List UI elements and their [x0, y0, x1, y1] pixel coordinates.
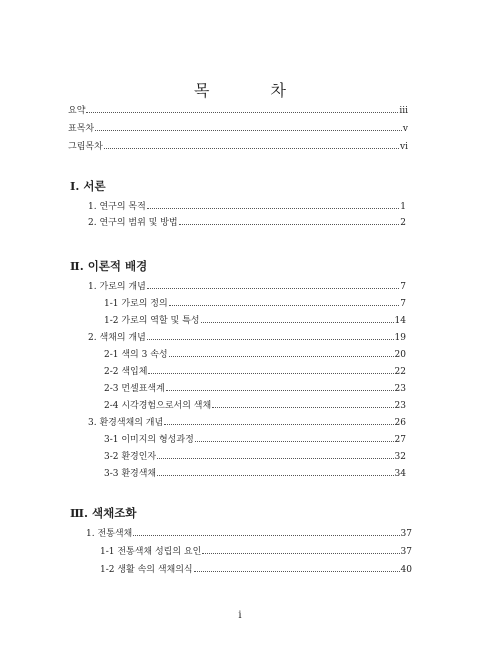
toc-entry-front-0[interactable] [68, 104, 408, 117]
toc-entry-page: 40 [400, 565, 412, 575]
leader-dots [201, 314, 394, 323]
toc-entry-front-1[interactable] [68, 122, 408, 135]
toc-entry-page: 1 [400, 202, 406, 212]
toc-entry-label: 3-2 환경인자 [104, 452, 157, 462]
toc-entry-label: 표목차 [68, 124, 95, 134]
leader-dots [166, 382, 394, 391]
toc-entry[interactable] [104, 382, 406, 395]
toc-entry-label: 1-2 가로의 역할 및 특성 [104, 316, 200, 326]
toc-entry-label: 1. 전통색채 [86, 529, 133, 539]
toc-entry[interactable] [104, 348, 406, 361]
toc-entry-page: 23 [394, 384, 406, 394]
leader-dots [194, 563, 400, 572]
toc-entry[interactable] [88, 416, 406, 429]
toc-entry[interactable] [104, 467, 406, 480]
toc-entry-page: 2 [400, 218, 406, 228]
toc-entry-label: 2-3 먼셀표색계 [104, 384, 165, 394]
toc-entry-page: 20 [394, 350, 406, 360]
toc-entry-page: 34 [394, 469, 406, 479]
toc-entry-label: 3-1 이미지의 형성과정 [104, 435, 194, 445]
toc-entry-label: 1. 연구의 목적 [88, 202, 146, 212]
leader-dots [95, 122, 402, 131]
leader-dots [212, 399, 393, 408]
chapter-heading-1: Ⅰ. 서론 [70, 179, 106, 193]
toc-entry-page: 23 [394, 401, 406, 411]
toc-entry[interactable] [86, 527, 412, 540]
leader-dots [157, 450, 393, 459]
chapter-heading-3: Ⅲ. 색채조화 [70, 506, 137, 520]
toc-entry-label: 요약 [68, 106, 86, 116]
leader-dots [202, 545, 399, 554]
toc-entry[interactable] [104, 314, 406, 327]
chapter-heading-2: Ⅱ. 이론적 배경 [70, 259, 148, 273]
toc-entry-page: vi [400, 142, 408, 152]
toc-entry[interactable] [100, 545, 412, 558]
leader-dots [133, 527, 399, 536]
leader-dots [86, 104, 398, 113]
toc-entry[interactable] [88, 331, 406, 344]
toc-entry-page: 22 [394, 367, 406, 377]
toc-entry[interactable] [104, 450, 406, 463]
toc-entry-label: 2. 연구의 범위 및 방법 [88, 218, 178, 228]
leader-dots [164, 416, 393, 425]
leader-dots [169, 348, 394, 357]
toc-title: 목 차 [194, 81, 314, 100]
leader-dots [179, 216, 400, 225]
toc-entry-page: 7 [400, 299, 406, 309]
toc-entry[interactable] [88, 200, 406, 213]
toc-entry-label: 그림목차 [68, 142, 103, 152]
toc-entry-label: 2. 색채의 개념 [88, 333, 146, 343]
toc-entry-page: 14 [394, 316, 406, 326]
leader-dots [147, 200, 399, 209]
page-number: i [238, 610, 242, 621]
toc-entry[interactable] [88, 216, 406, 229]
toc-entry-label: 2-4 시각경험으로서의 색채 [104, 401, 212, 411]
toc-entry-label: 2-1 색의 3 속성 [104, 350, 168, 360]
leader-dots [104, 140, 399, 149]
toc-entry-page: iii [399, 106, 408, 116]
toc-entry[interactable] [88, 280, 406, 293]
toc-entry-label: 1. 가로의 개념 [88, 282, 146, 292]
leader-dots [169, 297, 400, 306]
toc-entry-page: 26 [394, 418, 406, 428]
toc-entry-page: 7 [400, 282, 406, 292]
toc-entry-label: 1-1 가로의 정의 [104, 299, 168, 309]
toc-entry-page: v [402, 124, 408, 134]
leader-dots [157, 467, 393, 476]
leader-dots [147, 331, 394, 340]
toc-entry-label: 2-2 색입체 [104, 367, 148, 377]
leader-dots [147, 280, 399, 289]
toc-entry[interactable] [104, 297, 406, 310]
toc-entry-page: 37 [400, 529, 412, 539]
toc-entry[interactable] [104, 365, 406, 378]
leader-dots [148, 365, 393, 374]
toc-entry-label: 3. 환경색채의 개념 [88, 418, 164, 428]
toc-entry-page: 27 [394, 435, 406, 445]
toc-entry-page: 32 [394, 452, 406, 462]
toc-entry[interactable] [100, 563, 412, 576]
toc-entry[interactable] [104, 399, 406, 412]
toc-entry[interactable] [104, 433, 406, 446]
toc-entry-page: 19 [394, 333, 406, 343]
toc-entry-label: 3-3 환경색채 [104, 469, 157, 479]
toc-entry-label: 1-2 생활 속의 색채의식 [100, 565, 193, 575]
toc-entry-label: 1-1 전통색채 성립의 요인 [100, 547, 202, 557]
leader-dots [195, 433, 394, 442]
toc-entry-front-2[interactable] [68, 140, 408, 153]
toc-entry-page: 37 [400, 547, 412, 557]
